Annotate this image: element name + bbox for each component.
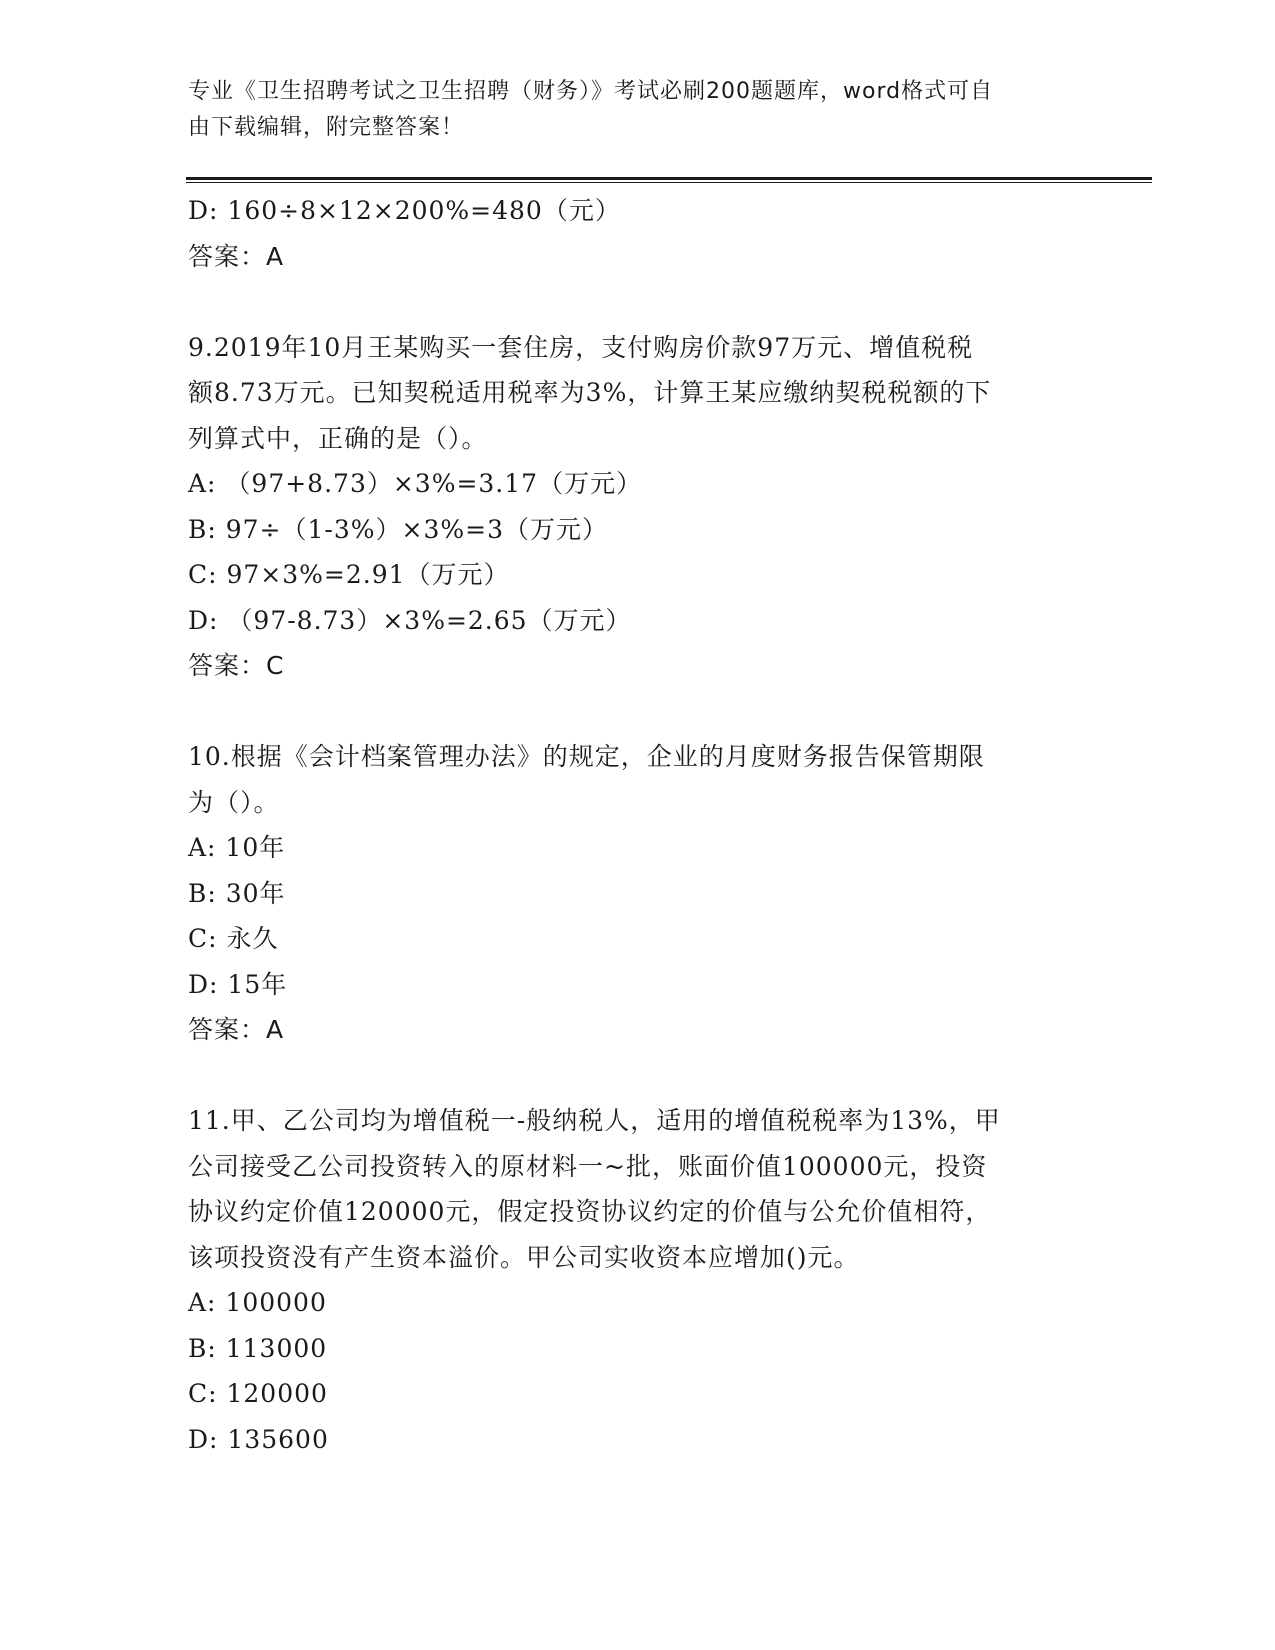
question-10 bbox=[188, 734, 1088, 1053]
question-8-tail bbox=[188, 188, 1088, 279]
question-stem-line: 公司接受乙公司投资转入的原材料一~批，账面价值100000元，投资 bbox=[188, 1151, 988, 1181]
question-11 bbox=[188, 1098, 1088, 1462]
question-stem-line: 9.2019年10月王某购买一套住房，支付购房价款97万元、增值税税 bbox=[188, 332, 974, 362]
option-d: D: （97-8.73）×3%=2.65（万元） bbox=[188, 605, 632, 635]
question-list bbox=[188, 188, 1088, 1462]
option-b: B: 113000 bbox=[188, 1333, 328, 1363]
option-a: A: 100000 bbox=[188, 1288, 327, 1317]
question-stem-line: 额8.73万元。已知契税适用税率为3%，计算王某应缴纳契税税额的下 bbox=[188, 378, 992, 407]
option-d: D: 15年 bbox=[188, 969, 288, 999]
spacer bbox=[188, 279, 1088, 325]
header-divider-thick bbox=[186, 177, 1152, 180]
option-a: A: 10年 bbox=[188, 833, 286, 862]
spacer bbox=[188, 689, 1088, 735]
option-d: D: 160÷8×12×200%=480（元） bbox=[188, 196, 621, 225]
header-line-2: 由下载编辑，附完整答案！ bbox=[188, 115, 465, 140]
spacer bbox=[188, 1053, 1088, 1099]
document-header bbox=[188, 74, 1088, 146]
option-c: C: 120000 bbox=[188, 1379, 328, 1408]
question-stem-line: 10.根据《会计档案管理办法》的规定，企业的月度财务报告保管期限 bbox=[188, 742, 985, 771]
option-c: C: 97×3%=2.91（万元） bbox=[188, 560, 510, 589]
question-stem-line: 协议约定价值120000元，假定投资协议约定的价值与公允价值相符， bbox=[188, 1197, 992, 1226]
option-b: B: 97÷（1-3%）×3%=3（万元） bbox=[188, 514, 608, 544]
header-line-1: 专业《卫生招聘考试之卫生招聘（财务）》考试必刷200题题库，word格式可自 bbox=[188, 79, 994, 104]
option-a: A: （97+8.73）×3%=3.17（万元） bbox=[188, 469, 643, 498]
question-stem-line: 列算式中，正确的是（）。 bbox=[188, 423, 488, 453]
question-stem-line: 该项投资没有产生资本溢价。甲公司实收资本应增加()元。 bbox=[188, 1242, 860, 1272]
option-b: B: 30年 bbox=[188, 878, 286, 908]
question-stem-line: 11.甲、乙公司均为增值税一-般纳税人，适用的增值税税率为13%，甲 bbox=[188, 1106, 1001, 1135]
header-divider-thin bbox=[186, 182, 1152, 183]
question-9 bbox=[188, 325, 1088, 689]
question-stem-line: 为（）。 bbox=[188, 787, 280, 817]
answer-line: 答案：A bbox=[188, 241, 285, 271]
option-d: D: 135600 bbox=[188, 1424, 329, 1454]
answer-line: 答案：A bbox=[188, 1015, 285, 1044]
answer-line: 答案：C bbox=[188, 651, 285, 680]
option-c: C: 永久 bbox=[188, 924, 279, 953]
